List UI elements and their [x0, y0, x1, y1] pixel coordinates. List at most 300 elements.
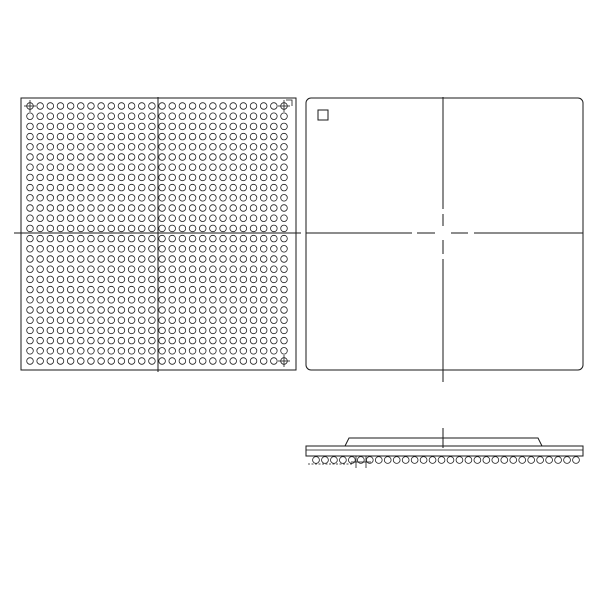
solder-ball	[271, 195, 278, 202]
solder-ball	[78, 307, 85, 314]
solder-ball	[108, 235, 115, 242]
solder-ball	[128, 164, 135, 171]
solder-ball	[210, 276, 217, 283]
solder-ball	[108, 113, 115, 120]
solder-ball	[281, 348, 288, 355]
solder-ball	[210, 205, 217, 212]
solder-ball	[159, 184, 166, 191]
solder-ball	[118, 358, 125, 365]
solder-ball	[88, 133, 95, 140]
solder-ball	[210, 297, 217, 304]
solder-ball	[57, 317, 64, 324]
solder-ball	[189, 205, 196, 212]
solder-ball	[199, 113, 206, 120]
solder-ball	[27, 337, 34, 344]
solder-ball	[159, 123, 166, 130]
solder-ball	[88, 113, 95, 120]
solder-ball	[118, 307, 125, 314]
solder-ball	[27, 164, 34, 171]
solder-ball	[37, 154, 44, 161]
solder-ball	[47, 317, 54, 324]
solder-ball	[271, 327, 278, 334]
solder-ball	[88, 297, 95, 304]
solder-ball	[78, 154, 85, 161]
solder-ball	[149, 164, 156, 171]
solder-ball	[281, 317, 288, 324]
solder-ball	[159, 337, 166, 344]
solder-ball	[159, 317, 166, 324]
solder-ball	[220, 297, 227, 304]
solder-ball	[37, 337, 44, 344]
solder-ball	[149, 327, 156, 334]
solder-ball	[47, 123, 54, 130]
solder-ball	[179, 348, 186, 355]
solder-ball	[27, 205, 34, 212]
solder-ball	[210, 184, 217, 191]
solder-ball	[118, 246, 125, 253]
side-view-solder-ball	[411, 457, 418, 464]
solder-ball	[88, 174, 95, 181]
solder-ball	[57, 215, 64, 222]
solder-ball	[128, 225, 135, 232]
solder-ball	[128, 174, 135, 181]
solder-ball	[128, 205, 135, 212]
solder-ball	[118, 225, 125, 232]
solder-ball	[88, 256, 95, 263]
solder-ball	[250, 225, 257, 232]
solder-ball	[271, 286, 278, 293]
solder-ball	[220, 266, 227, 273]
solder-ball	[47, 307, 54, 314]
solder-ball	[47, 235, 54, 242]
solder-ball	[78, 195, 85, 202]
solder-ball	[240, 266, 247, 273]
solder-ball	[169, 235, 176, 242]
solder-ball	[149, 235, 156, 242]
solder-ball	[189, 266, 196, 273]
solder-ball	[88, 195, 95, 202]
solder-ball	[230, 195, 237, 202]
solder-ball	[260, 195, 267, 202]
solder-ball	[47, 133, 54, 140]
solder-ball	[169, 337, 176, 344]
solder-ball	[88, 225, 95, 232]
solder-ball	[230, 235, 237, 242]
solder-ball	[189, 225, 196, 232]
solder-ball	[47, 195, 54, 202]
solder-ball	[240, 286, 247, 293]
solder-ball	[260, 215, 267, 222]
solder-ball	[159, 358, 166, 365]
solder-ball	[271, 276, 278, 283]
solder-ball	[37, 286, 44, 293]
solder-ball	[57, 276, 64, 283]
solder-ball	[138, 337, 145, 344]
solder-ball	[149, 286, 156, 293]
solder-ball	[250, 103, 257, 110]
solder-ball	[199, 286, 206, 293]
solder-ball	[98, 215, 105, 222]
solder-ball	[57, 235, 64, 242]
solder-ball	[57, 123, 64, 130]
solder-ball	[169, 327, 176, 334]
solder-ball	[240, 215, 247, 222]
solder-ball	[281, 164, 288, 171]
solder-ball	[260, 103, 267, 110]
solder-ball	[57, 307, 64, 314]
solder-ball	[199, 164, 206, 171]
solder-ball	[169, 256, 176, 263]
solder-ball	[169, 133, 176, 140]
solder-ball	[47, 144, 54, 151]
side-view-solder-ball	[528, 457, 535, 464]
solder-ball	[271, 133, 278, 140]
solder-ball	[149, 225, 156, 232]
solder-ball	[37, 164, 44, 171]
pin1-square-icon	[318, 110, 328, 120]
top-view	[306, 97, 583, 382]
solder-ball	[108, 164, 115, 171]
solder-ball	[230, 358, 237, 365]
solder-ball	[138, 225, 145, 232]
solder-ball	[128, 246, 135, 253]
solder-ball	[189, 337, 196, 344]
solder-ball	[67, 215, 74, 222]
solder-ball	[230, 133, 237, 140]
solder-ball	[189, 317, 196, 324]
solder-ball	[128, 307, 135, 314]
solder-ball	[138, 276, 145, 283]
side-view-solder-ball	[384, 457, 391, 464]
solder-ball	[108, 215, 115, 222]
solder-ball	[230, 297, 237, 304]
solder-ball	[271, 103, 278, 110]
solder-ball	[27, 215, 34, 222]
solder-ball	[47, 103, 54, 110]
solder-ball	[260, 144, 267, 151]
solder-ball	[138, 205, 145, 212]
solder-ball	[27, 307, 34, 314]
solder-ball	[189, 348, 196, 355]
solder-ball	[220, 133, 227, 140]
solder-ball	[98, 337, 105, 344]
solder-ball	[169, 184, 176, 191]
solder-ball	[108, 103, 115, 110]
solder-ball	[118, 327, 125, 334]
solder-ball	[128, 144, 135, 151]
solder-ball	[260, 184, 267, 191]
solder-ball	[108, 337, 115, 344]
solder-ball	[179, 144, 186, 151]
solder-ball	[210, 164, 217, 171]
solder-ball	[240, 184, 247, 191]
solder-ball	[118, 297, 125, 304]
solder-ball	[220, 286, 227, 293]
solder-ball	[138, 174, 145, 181]
solder-ball	[108, 246, 115, 253]
side-view-solder-ball	[564, 457, 571, 464]
solder-ball	[260, 154, 267, 161]
solder-ball	[179, 297, 186, 304]
solder-ball	[27, 154, 34, 161]
side-view-solder-ball	[420, 457, 427, 464]
ball-grid	[27, 103, 288, 365]
solder-ball	[78, 164, 85, 171]
solder-ball	[210, 123, 217, 130]
solder-ball	[118, 348, 125, 355]
solder-ball	[250, 297, 257, 304]
solder-ball	[199, 358, 206, 365]
solder-ball	[271, 225, 278, 232]
solder-ball	[159, 348, 166, 355]
solder-ball	[128, 235, 135, 242]
solder-ball	[118, 205, 125, 212]
solder-ball	[138, 133, 145, 140]
solder-ball	[67, 286, 74, 293]
solder-ball	[37, 246, 44, 253]
solder-ball	[281, 337, 288, 344]
solder-ball	[240, 297, 247, 304]
solder-ball	[230, 286, 237, 293]
solder-ball	[240, 246, 247, 253]
solder-ball	[179, 266, 186, 273]
solder-ball	[98, 164, 105, 171]
solder-ball	[108, 286, 115, 293]
solder-ball	[37, 184, 44, 191]
solder-ball	[240, 235, 247, 242]
solder-ball	[199, 256, 206, 263]
solder-ball	[240, 358, 247, 365]
solder-ball	[220, 235, 227, 242]
solder-ball	[281, 184, 288, 191]
solder-ball	[128, 133, 135, 140]
solder-ball	[260, 123, 267, 130]
solder-ball	[67, 195, 74, 202]
solder-ball	[88, 276, 95, 283]
solder-ball	[179, 276, 186, 283]
solder-ball	[108, 256, 115, 263]
solder-ball	[47, 286, 54, 293]
side-view-solder-ball	[537, 457, 544, 464]
solder-ball	[118, 164, 125, 171]
solder-ball	[250, 317, 257, 324]
solder-ball	[169, 286, 176, 293]
solder-ball	[67, 103, 74, 110]
solder-ball	[149, 133, 156, 140]
side-view-solder-ball	[474, 457, 481, 464]
solder-ball	[108, 174, 115, 181]
solder-ball	[98, 103, 105, 110]
solder-ball	[199, 348, 206, 355]
solder-ball	[271, 215, 278, 222]
solder-ball	[138, 195, 145, 202]
solder-ball	[260, 246, 267, 253]
solder-ball	[118, 286, 125, 293]
solder-ball	[78, 276, 85, 283]
solder-ball	[179, 184, 186, 191]
solder-ball	[250, 133, 257, 140]
solder-ball	[159, 297, 166, 304]
solder-ball	[138, 297, 145, 304]
solder-ball	[88, 205, 95, 212]
solder-ball	[240, 276, 247, 283]
solder-ball	[179, 113, 186, 120]
solder-ball	[78, 337, 85, 344]
solder-ball	[281, 123, 288, 130]
solder-ball	[169, 246, 176, 253]
solder-ball	[179, 174, 186, 181]
solder-ball	[159, 113, 166, 120]
solder-ball	[159, 174, 166, 181]
solder-ball	[230, 205, 237, 212]
solder-ball	[149, 154, 156, 161]
solder-ball	[47, 225, 54, 232]
solder-ball	[260, 307, 267, 314]
solder-ball	[220, 144, 227, 151]
solder-ball	[37, 266, 44, 273]
solder-ball	[88, 184, 95, 191]
solder-ball	[281, 113, 288, 120]
solder-ball	[47, 154, 54, 161]
solder-ball	[67, 174, 74, 181]
solder-ball	[128, 348, 135, 355]
solder-ball	[189, 113, 196, 120]
solder-ball	[67, 133, 74, 140]
solder-ball	[220, 246, 227, 253]
solder-ball	[128, 154, 135, 161]
solder-ball	[37, 307, 44, 314]
solder-ball	[210, 235, 217, 242]
solder-ball	[230, 164, 237, 171]
solder-ball	[179, 133, 186, 140]
solder-ball	[189, 235, 196, 242]
solder-ball	[260, 358, 267, 365]
solder-ball	[281, 195, 288, 202]
solder-ball	[118, 256, 125, 263]
solder-ball	[189, 276, 196, 283]
solder-ball	[179, 235, 186, 242]
solder-ball	[149, 103, 156, 110]
side-view-solder-ball	[519, 457, 526, 464]
solder-ball	[98, 144, 105, 151]
solder-ball	[159, 164, 166, 171]
solder-ball	[128, 358, 135, 365]
side-view-solder-ball	[402, 457, 409, 464]
solder-ball	[199, 205, 206, 212]
solder-ball	[220, 174, 227, 181]
solder-ball	[260, 235, 267, 242]
solder-ball	[108, 123, 115, 130]
solder-ball	[128, 256, 135, 263]
solder-ball	[271, 164, 278, 171]
solder-ball	[159, 205, 166, 212]
solder-ball	[67, 317, 74, 324]
solder-ball	[159, 286, 166, 293]
solder-ball	[210, 337, 217, 344]
solder-ball	[281, 205, 288, 212]
solder-ball	[57, 327, 64, 334]
solder-ball	[149, 256, 156, 263]
solder-ball	[37, 144, 44, 151]
solder-ball	[169, 174, 176, 181]
solder-ball	[108, 195, 115, 202]
solder-ball	[37, 358, 44, 365]
solder-ball	[27, 195, 34, 202]
solder-ball	[250, 154, 257, 161]
solder-ball	[210, 144, 217, 151]
solder-ball	[189, 195, 196, 202]
solder-ball	[78, 286, 85, 293]
solder-ball	[240, 348, 247, 355]
solder-ball	[240, 337, 247, 344]
solder-ball	[27, 276, 34, 283]
solder-ball	[240, 164, 247, 171]
solder-ball	[210, 307, 217, 314]
solder-ball	[240, 195, 247, 202]
solder-ball	[149, 246, 156, 253]
solder-ball	[37, 317, 44, 324]
solder-ball	[108, 154, 115, 161]
solder-ball	[57, 286, 64, 293]
solder-ball	[179, 103, 186, 110]
solder-ball	[189, 327, 196, 334]
solder-ball	[27, 327, 34, 334]
solder-ball	[138, 184, 145, 191]
solder-ball	[27, 184, 34, 191]
solder-ball	[199, 174, 206, 181]
solder-ball	[199, 297, 206, 304]
solder-ball	[159, 266, 166, 273]
solder-ball	[189, 103, 196, 110]
solder-ball	[250, 184, 257, 191]
solder-ball	[250, 174, 257, 181]
solder-ball	[118, 123, 125, 130]
solder-ball	[47, 174, 54, 181]
solder-ball	[98, 317, 105, 324]
solder-ball	[230, 327, 237, 334]
solder-ball	[260, 225, 267, 232]
solder-ball	[108, 225, 115, 232]
solder-ball	[240, 307, 247, 314]
solder-ball	[260, 113, 267, 120]
solder-ball	[149, 205, 156, 212]
solder-ball	[210, 286, 217, 293]
solder-ball	[271, 184, 278, 191]
solder-ball	[210, 348, 217, 355]
solder-ball	[220, 317, 227, 324]
solder-ball	[78, 215, 85, 222]
solder-ball	[78, 266, 85, 273]
solder-ball	[128, 276, 135, 283]
solder-ball	[67, 307, 74, 314]
solder-ball	[138, 286, 145, 293]
solder-ball	[199, 337, 206, 344]
solder-ball	[67, 235, 74, 242]
solder-ball	[271, 113, 278, 120]
solder-ball	[159, 195, 166, 202]
solder-ball	[138, 154, 145, 161]
solder-ball	[88, 246, 95, 253]
solder-ball	[118, 133, 125, 140]
side-view-solder-ball	[501, 457, 508, 464]
solder-ball	[199, 317, 206, 324]
solder-ball	[159, 235, 166, 242]
solder-ball	[230, 276, 237, 283]
solder-ball	[159, 133, 166, 140]
solder-ball	[47, 358, 54, 365]
solder-ball	[67, 225, 74, 232]
solder-ball	[210, 327, 217, 334]
